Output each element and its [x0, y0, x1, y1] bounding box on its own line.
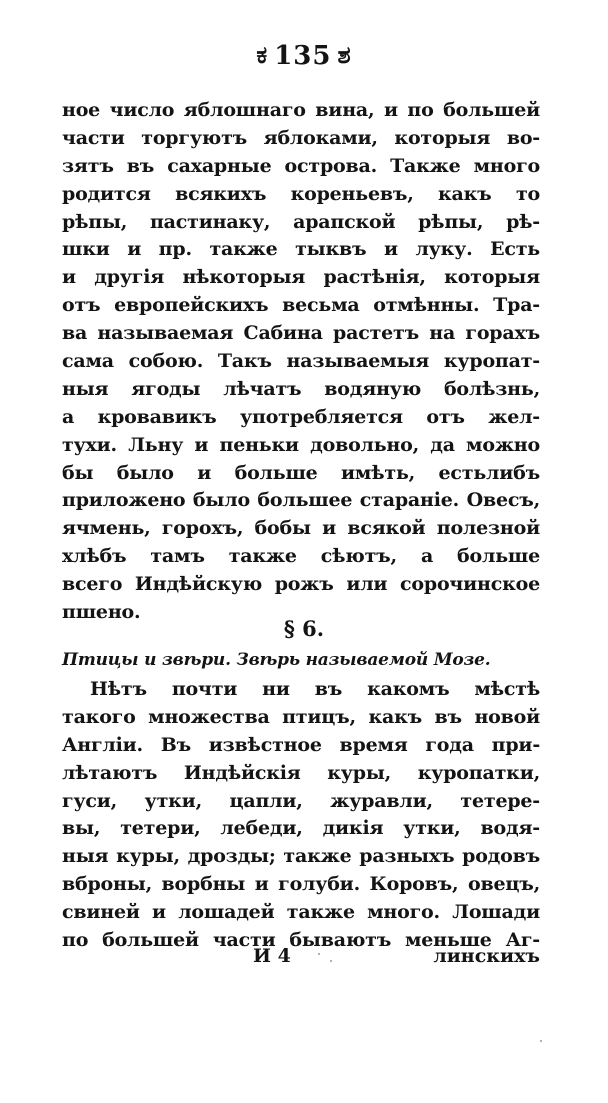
text-line: по большей части бываютъ меньше Аг-	[62, 929, 540, 952]
text-line: всего Индѣйскую рожъ или сорочинское	[62, 573, 540, 596]
text-line: ва называемая Сабина растетъ на горахъ	[62, 322, 540, 345]
ink-speck	[318, 953, 320, 955]
page-number: 135	[274, 41, 332, 71]
text-line: тухи. Льну и пеньки довольно, да можно	[62, 433, 540, 456]
text-line: Нѣтъ почти ни въ какомъ мѣстѣ	[90, 678, 540, 700]
catchword: линскихъ	[433, 945, 540, 967]
text-line: и другія нѣкоторыя растѣнія, которыя	[62, 266, 540, 289]
text-line: пшено.	[62, 601, 141, 624]
text-line: шки и пр. также тыквъ и луку. Есть	[62, 238, 540, 261]
text-line: приложено было большее стараніе. Овесъ,	[62, 489, 540, 512]
section-number: § 6.	[283, 616, 325, 641]
text-line: рѣпы, пастинаку, арапской рѣпы, рѣ-	[62, 210, 540, 233]
text-line: отъ европейскихъ весьма отмѣнны. Тра-	[62, 294, 540, 317]
text-line: гуси, утки, цапли, журавли, тетере-	[62, 789, 540, 812]
left-ornament-icon: ಕ	[256, 40, 269, 69]
paragraph-continued	[62, 97, 540, 627]
text-line: вброны, ворбны и голуби. Коровъ, овецъ,	[62, 873, 540, 896]
page-footer	[0, 945, 608, 975]
text-line: ныя ягоды лѣчатъ водяную болѣзнь,	[62, 377, 540, 400]
page-header	[0, 40, 608, 71]
text-line: ное число яблошнаго вина, и по большей	[62, 99, 540, 121]
text-line: ячмень, горохъ, бобы и всякой полезной	[62, 517, 540, 540]
signature-mark: И 4	[253, 945, 291, 967]
text-line: свиней и лошадей также много. Лошади	[62, 901, 540, 924]
right-ornament-icon: ಶ	[337, 40, 352, 69]
text-line: бы было и больше имѣть, естьлибъ	[62, 461, 540, 484]
paragraph-birds	[62, 676, 540, 955]
text-line: сама собою. Такъ называемыя куропат-	[62, 350, 540, 373]
text-line: части торгуютъ яблоками, которыя во-	[62, 126, 540, 149]
section-title: Птицы и звѣри. Звѣрь называемой Мозе.	[62, 650, 491, 670]
text-line: ныя куры, дрозды; также разныхъ родовъ	[62, 845, 540, 868]
text-line: а кровавикъ употребляется отъ жел-	[62, 405, 540, 428]
text-line: зятъ въ сахарные острова. Также много	[62, 154, 540, 177]
ink-speck	[330, 960, 332, 962]
text-line: хлѣбъ тамъ также сѣютъ, а больше	[62, 545, 540, 568]
text-line: вы, тетери, лебеди, дикія утки, водя-	[62, 817, 540, 840]
text-line: Англіи. Въ извѣстное время года при-	[62, 733, 540, 756]
ink-speck	[540, 1040, 542, 1042]
text-line: родится всякихъ кореньевъ, какъ то	[62, 182, 540, 205]
text-line: лѣтаютъ Индѣйскія куры, куропатки,	[62, 761, 540, 784]
text-line: такого множества птицъ, какъ въ новой	[62, 705, 540, 728]
